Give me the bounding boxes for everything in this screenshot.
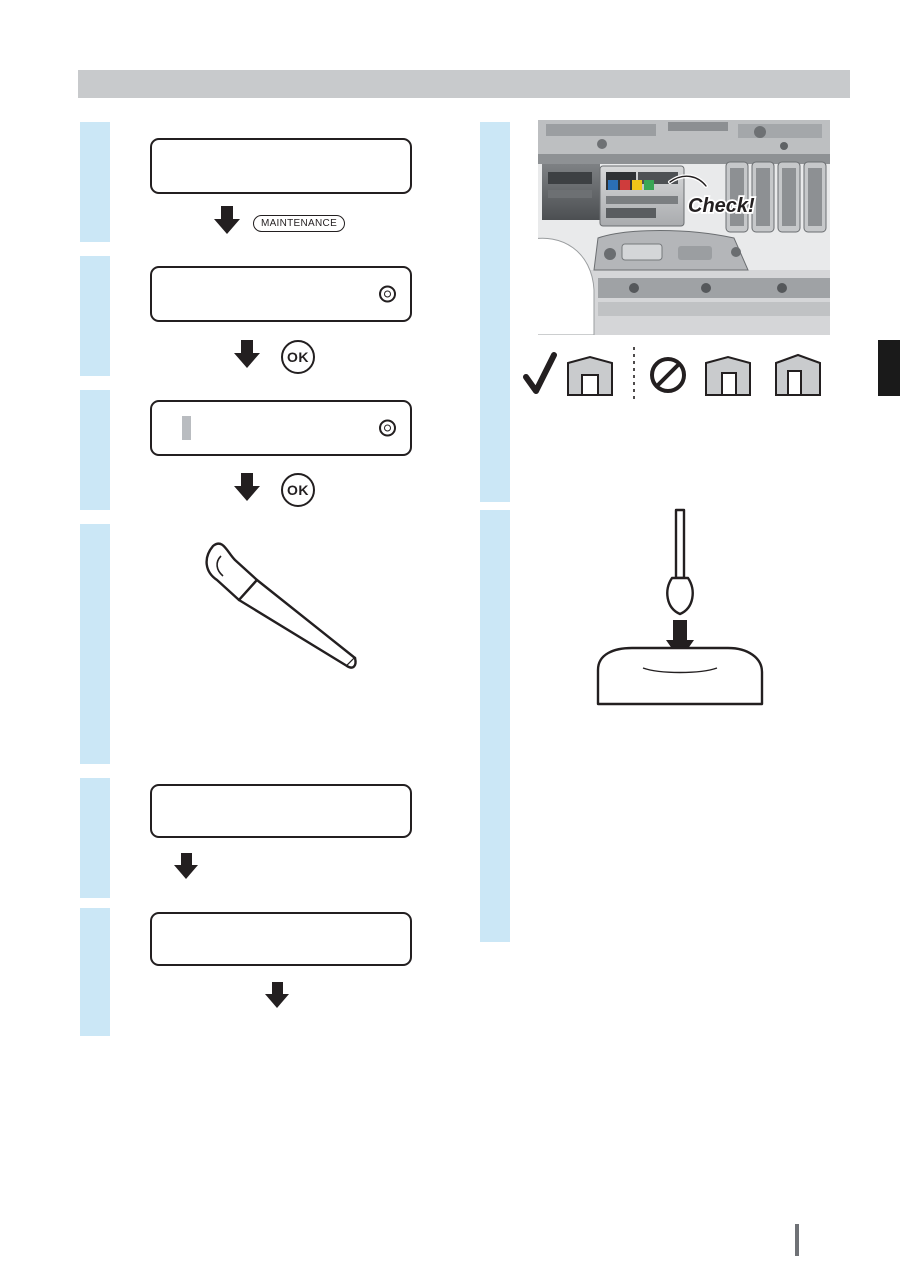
lcd-panel-4: [150, 784, 412, 838]
key-ok-1-label: OK: [287, 349, 309, 365]
step-marker-4: [80, 524, 110, 764]
step-marker-6: [80, 908, 110, 1036]
chapter-edge-tab: [878, 340, 900, 396]
step-marker-5: [80, 778, 110, 898]
lcd-panel-3: [150, 400, 412, 456]
step-marker-1: [80, 122, 110, 242]
svg-text:Check!: Check!: [688, 195, 755, 217]
key-ok-1[interactable]: [281, 340, 315, 374]
printer-carriage-photo: [538, 120, 830, 335]
step-marker-right-2: [480, 510, 510, 942]
step-marker-2: [80, 256, 110, 376]
cap-comparison-row: [520, 345, 830, 405]
key-maintenance[interactable]: [253, 215, 345, 232]
step-marker-right-1: [480, 122, 510, 502]
lcd-knob-icon-2: [379, 286, 396, 303]
key-ok-2[interactable]: [281, 473, 315, 507]
page-footer-rule: [795, 1224, 799, 1256]
lcd-cursor: [182, 416, 191, 440]
lcd-knob-icon-3: [379, 420, 396, 437]
lcd-panel-2: [150, 266, 412, 322]
key-maintenance-label: MAINTENANCE: [260, 218, 338, 229]
lcd-panel-5: [150, 912, 412, 966]
swab-into-cap-illustration: [580, 508, 780, 713]
lcd-panel-1: [150, 138, 412, 194]
key-ok-2-label: OK: [287, 482, 309, 498]
step-marker-3: [80, 390, 110, 510]
page-header-band: [78, 70, 850, 98]
cleaning-swab-illustration: [195, 528, 375, 688]
